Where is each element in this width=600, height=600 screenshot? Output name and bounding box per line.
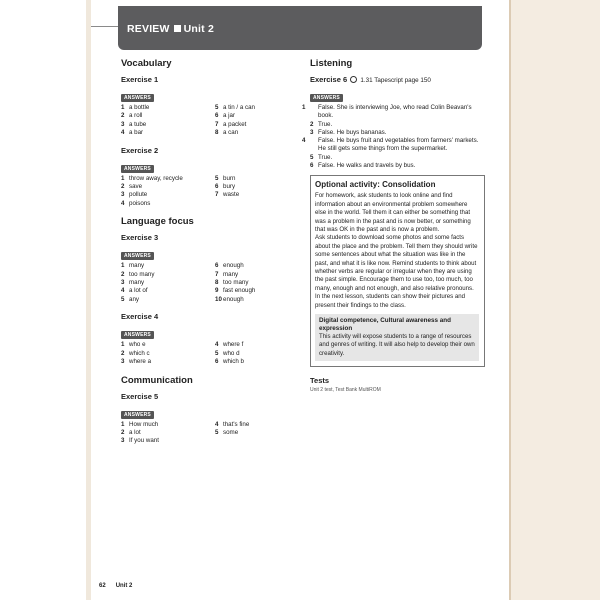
answer-number: 5 bbox=[215, 428, 219, 436]
answer-item bbox=[121, 121, 215, 129]
answer-text: a can bbox=[223, 129, 239, 137]
answer-item bbox=[121, 191, 215, 199]
page-footer bbox=[99, 583, 142, 589]
page-left-edge bbox=[86, 0, 91, 600]
answer-text: a lot of bbox=[129, 287, 148, 295]
exercise-2-answers bbox=[121, 175, 296, 209]
answer-item bbox=[121, 175, 215, 183]
listening-answer-item bbox=[310, 121, 485, 129]
answer-item bbox=[121, 287, 215, 295]
footer-unit: Unit 2 bbox=[115, 583, 133, 589]
answer-item bbox=[215, 191, 295, 199]
answer-number: 5 bbox=[121, 295, 125, 303]
answer-item bbox=[121, 129, 215, 137]
answer-text: enough bbox=[223, 262, 244, 270]
answer-item bbox=[215, 104, 295, 112]
answer-number: 6 bbox=[215, 358, 219, 366]
review-label: REVIEW bbox=[127, 23, 170, 35]
answer-number: 2 bbox=[121, 349, 125, 357]
answer-text: save bbox=[129, 183, 143, 191]
competence-title: Digital competence, Cultural awareness and expression bbox=[319, 317, 451, 333]
answer-number: 2 bbox=[310, 120, 314, 128]
answer-number: 4 bbox=[215, 341, 219, 349]
answer-number: 10 bbox=[215, 295, 222, 303]
answer-number: 7 bbox=[215, 120, 219, 128]
answer-number: 3 bbox=[121, 437, 125, 445]
page-right-edge bbox=[509, 0, 600, 600]
answer-item bbox=[215, 279, 295, 287]
exercise-4-answers bbox=[121, 341, 296, 366]
answer-number: 3 bbox=[310, 128, 314, 136]
answer-number: 8 bbox=[215, 279, 219, 287]
answers-badge: ANSWERS bbox=[121, 252, 154, 260]
answer-text: True. bbox=[318, 120, 333, 128]
exercise-3-heading: Exercise 3 bbox=[121, 233, 159, 243]
answer-number: 2 bbox=[121, 270, 125, 278]
audio-cd-icon bbox=[350, 76, 357, 83]
answer-item bbox=[215, 429, 295, 437]
listening-answer-item bbox=[302, 104, 485, 121]
answer-item bbox=[121, 341, 215, 349]
answer-number: 3 bbox=[121, 358, 125, 366]
answer-text: poisons bbox=[129, 199, 151, 207]
answer-item bbox=[215, 287, 295, 295]
answer-number: 8 bbox=[215, 129, 219, 137]
page-number: 62 bbox=[99, 583, 106, 589]
optional-activity-box bbox=[310, 175, 485, 367]
answer-number: 4 bbox=[302, 137, 306, 145]
answer-number: 6 bbox=[215, 183, 219, 191]
answers-badge: ANSWERS bbox=[121, 411, 154, 419]
answer-item bbox=[215, 296, 295, 304]
header-rule bbox=[91, 26, 118, 27]
answer-item bbox=[121, 200, 215, 208]
competence-text: This activity will expose students to a range of resources and genres of writing. It will also help to develop their own creativity. bbox=[319, 333, 475, 357]
answer-text: a tube bbox=[129, 120, 147, 128]
answer-item bbox=[121, 429, 215, 437]
answer-number: 5 bbox=[215, 104, 219, 111]
answer-item bbox=[215, 200, 295, 208]
answer-item bbox=[121, 112, 215, 120]
answer-item bbox=[215, 350, 295, 358]
answer-number: 3 bbox=[121, 191, 125, 199]
answer-item bbox=[121, 437, 215, 445]
answer-item bbox=[215, 271, 295, 279]
answer-text: too many bbox=[129, 270, 155, 278]
answer-number: 6 bbox=[215, 262, 219, 270]
answer-text: a lot bbox=[129, 428, 141, 436]
answer-text: False. He walks and travels by bus. bbox=[318, 162, 416, 170]
answer-item bbox=[121, 271, 215, 279]
answer-item bbox=[121, 350, 215, 358]
answer-text: many bbox=[129, 279, 145, 287]
answer-number: 4 bbox=[121, 287, 125, 295]
right-column bbox=[302, 58, 485, 394]
answer-number: 1 bbox=[302, 104, 306, 111]
answer-number: 2 bbox=[121, 183, 125, 191]
exercise-6-heading bbox=[310, 75, 485, 84]
answer-number: 3 bbox=[121, 120, 125, 128]
exercise-5-heading: Exercise 5 bbox=[121, 391, 159, 401]
answer-number: 9 bbox=[215, 287, 219, 295]
tests-heading: Tests bbox=[310, 376, 330, 386]
answer-number: 7 bbox=[215, 191, 219, 199]
answer-number: 1 bbox=[121, 420, 125, 428]
answer-text: a tin / a can bbox=[223, 104, 255, 111]
listening-answer-item bbox=[302, 137, 485, 154]
listening-answer-item bbox=[310, 162, 485, 170]
answer-item bbox=[215, 129, 295, 137]
answer-item bbox=[121, 421, 215, 429]
answer-number: 4 bbox=[215, 420, 219, 428]
answer-text: burn bbox=[223, 174, 236, 182]
answer-item bbox=[121, 104, 215, 112]
answer-text: waste bbox=[223, 191, 240, 199]
answers-badge: ANSWERS bbox=[310, 94, 343, 102]
answer-text: a bar bbox=[129, 129, 144, 137]
header-title bbox=[127, 23, 214, 35]
answer-item bbox=[121, 358, 215, 366]
answer-number: 3 bbox=[121, 279, 125, 287]
answer-number: 2 bbox=[121, 428, 125, 436]
optional-activity-title: Optional activity: Consolidation bbox=[315, 180, 436, 190]
answer-number: 1 bbox=[121, 104, 125, 111]
language-focus-heading: Language focus bbox=[121, 216, 194, 228]
answer-item bbox=[215, 421, 295, 429]
answer-text: fast enough bbox=[223, 287, 256, 295]
tapescript-reference: 1.31 Tapescript page 150 bbox=[360, 77, 431, 84]
page-edge-line bbox=[509, 0, 511, 600]
answer-text: which c bbox=[129, 349, 150, 357]
answer-number: 5 bbox=[215, 349, 219, 357]
answer-number: 5 bbox=[215, 174, 219, 182]
answer-text: enough bbox=[223, 295, 244, 303]
answer-number: 4 bbox=[121, 199, 125, 207]
answer-number: 5 bbox=[310, 153, 314, 161]
answer-item bbox=[215, 121, 295, 129]
answer-text: too many bbox=[223, 279, 249, 287]
answer-item bbox=[121, 183, 215, 191]
listening-answer-item bbox=[310, 129, 485, 137]
optional-paragraph-2: Ask students to download some photos and some facts about the place and the problem. Tell them they should write some sentences about what the situation was like in the past, and what it is like now. Remind students to think about whether verbs are regular or irregular when they are using the past simple. Encourage them to use too, too much, too many, enough and not enough, and also relative pronouns. bbox=[315, 234, 478, 292]
answer-text: a packet bbox=[223, 120, 247, 128]
answer-number: 1 bbox=[121, 341, 125, 349]
competence-panel bbox=[315, 314, 479, 361]
exercise-4-heading: Exercise 4 bbox=[121, 312, 159, 322]
answer-text: a bottle bbox=[129, 104, 150, 111]
communication-heading: Communication bbox=[121, 374, 193, 386]
answer-text: where a bbox=[129, 358, 152, 366]
answer-number: 2 bbox=[121, 112, 125, 120]
answer-text: throw away, recycle bbox=[129, 174, 183, 182]
optional-paragraph-3: In the next lesson, students can show their pictures and present their findings to the class. bbox=[315, 293, 466, 309]
answer-text: who d bbox=[223, 349, 240, 357]
answer-number: 6 bbox=[215, 112, 219, 120]
answer-text: False. She is interviewing Joe, who read Colin Beavan's book. bbox=[318, 104, 472, 120]
answer-text: some bbox=[223, 428, 239, 436]
answer-text: a jar bbox=[223, 112, 236, 120]
answer-number: 4 bbox=[121, 129, 125, 137]
answer-item bbox=[215, 358, 295, 366]
answers-badge: ANSWERS bbox=[121, 331, 154, 339]
answer-number: 7 bbox=[215, 270, 219, 278]
square-icon bbox=[174, 25, 181, 32]
left-column bbox=[121, 58, 296, 454]
answer-text: False. He buys fruit and vegetables from farmers' markets. He still gets some things from the supermarket. bbox=[318, 137, 479, 153]
answer-number: 1 bbox=[121, 174, 125, 182]
answer-text: If you want bbox=[129, 437, 159, 445]
exercise-6-title: Exercise 6 bbox=[310, 75, 348, 84]
optional-paragraph-1: For homework, ask students to look online and find information about an environmental problem somewhere else in the world. Tell them it can either be something that was a problem in the past and is now better, or something that was OK in the past and is now a problem. bbox=[315, 192, 471, 233]
answer-item bbox=[215, 112, 295, 120]
exercise-1-answers bbox=[121, 104, 296, 138]
exercise-5-answers bbox=[121, 421, 296, 446]
listening-heading: Listening bbox=[310, 58, 353, 69]
answer-text: where f bbox=[223, 341, 244, 349]
answer-item bbox=[121, 279, 215, 287]
vocabulary-heading: Vocabulary bbox=[121, 58, 172, 69]
unit-label: Unit 2 bbox=[183, 23, 214, 35]
answer-text: How much bbox=[129, 420, 159, 428]
answer-text: which b bbox=[223, 358, 244, 366]
answer-item bbox=[121, 296, 215, 304]
answer-text: True. bbox=[318, 153, 333, 161]
listening-answer-item bbox=[310, 154, 485, 162]
exercise-2-heading: Exercise 2 bbox=[121, 145, 159, 155]
answer-text: pollute bbox=[129, 191, 148, 199]
answer-text: any bbox=[129, 295, 139, 303]
answer-text: many bbox=[223, 270, 239, 278]
answer-item bbox=[215, 183, 295, 191]
answer-number: 1 bbox=[121, 262, 125, 270]
exercise-1-heading: Exercise 1 bbox=[121, 75, 159, 84]
answer-text: False. He buys bananas. bbox=[318, 128, 387, 136]
answer-item bbox=[215, 437, 295, 445]
answer-text: bury bbox=[223, 183, 236, 191]
exercise-3-answers bbox=[121, 262, 296, 304]
answer-text: a roll bbox=[129, 112, 143, 120]
answer-item bbox=[215, 175, 295, 183]
answers-badge: ANSWERS bbox=[121, 94, 154, 102]
answer-item bbox=[215, 341, 295, 349]
exercise-6-answers bbox=[302, 104, 485, 170]
tests-text: Unit 2 test, Test Bank MultiROM bbox=[310, 387, 381, 394]
answer-text: many bbox=[129, 262, 145, 270]
answer-text: that's fine bbox=[223, 420, 250, 428]
answer-item bbox=[215, 262, 295, 270]
answers-badge: ANSWERS bbox=[121, 165, 154, 173]
answer-number: 6 bbox=[310, 162, 314, 170]
answer-text: who e bbox=[129, 341, 146, 349]
answer-item bbox=[121, 262, 215, 270]
